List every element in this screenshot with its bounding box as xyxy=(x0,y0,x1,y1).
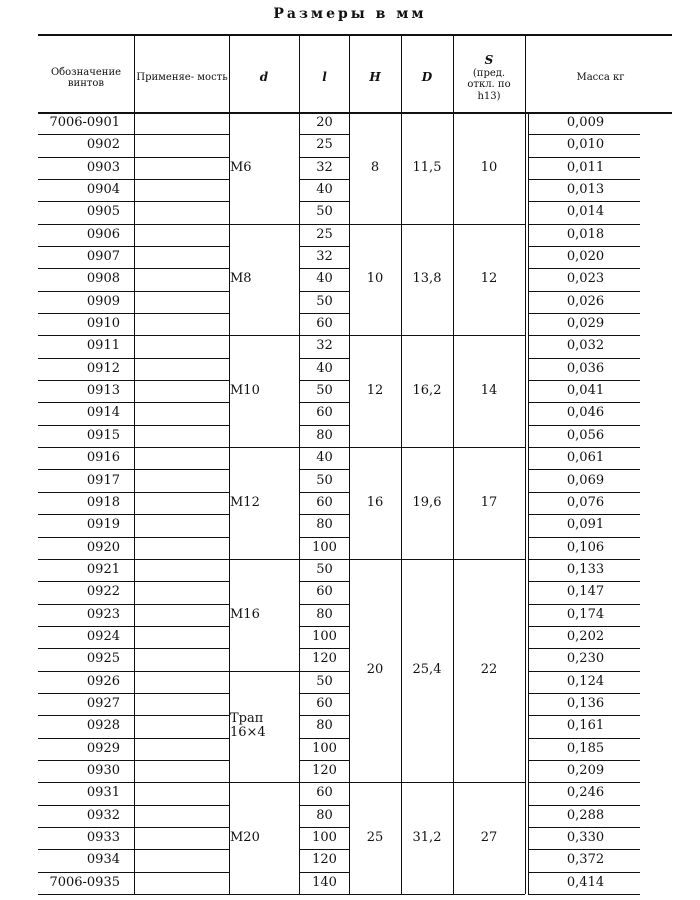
mass-cell: 0,106 xyxy=(566,539,605,555)
row-rule xyxy=(134,827,229,828)
height-H-cell: 12 xyxy=(366,383,384,399)
diameter-D-cell: 16,2 xyxy=(412,383,442,399)
row-rule xyxy=(134,492,229,493)
mass-cell: 0,202 xyxy=(566,628,605,644)
designation-cell: 0925 xyxy=(86,651,120,667)
row-rule xyxy=(134,581,229,582)
length-cell: 80 xyxy=(316,427,333,443)
length-cell: 50 xyxy=(316,293,333,309)
row-rule xyxy=(134,537,229,538)
row-rule xyxy=(134,626,229,627)
mass-cell: 0,133 xyxy=(566,561,605,577)
column-rule xyxy=(134,34,135,894)
diameter-D-cell: 11,5 xyxy=(412,159,442,175)
designation-cell: 0919 xyxy=(86,517,120,533)
height-H-cell: 8 xyxy=(370,159,380,175)
mass-cell: 0,288 xyxy=(566,807,605,823)
mass-cell: 0,020 xyxy=(566,249,605,265)
length-cell: 60 xyxy=(316,405,333,421)
designation-cell: 0923 xyxy=(86,606,120,622)
header-D: D xyxy=(421,70,433,85)
mass-cell: 0,230 xyxy=(566,651,605,667)
height-H-cell: 20 xyxy=(366,662,384,678)
header-designation: Обозначение винтов xyxy=(50,66,122,89)
height-H-cell: 25 xyxy=(366,829,384,845)
designation-cell: 0927 xyxy=(86,695,120,711)
length-cell: 80 xyxy=(316,807,333,823)
header-mass: Масса кг xyxy=(576,72,625,84)
header-l: l xyxy=(322,70,327,85)
designation-cell: 0924 xyxy=(86,628,120,644)
designation-cell: 0921 xyxy=(86,561,120,577)
designation-cell: 0911 xyxy=(86,338,120,354)
row-rule xyxy=(134,671,229,672)
designation-cell: 0909 xyxy=(86,293,120,309)
mass-cell: 0,372 xyxy=(566,852,605,868)
mass-cell: 0,147 xyxy=(566,584,605,600)
row-rule xyxy=(134,782,229,783)
row-rule xyxy=(134,134,229,135)
row-rule xyxy=(134,402,229,403)
length-cell: 100 xyxy=(312,539,337,555)
row-rule xyxy=(134,313,229,314)
length-cell: 32 xyxy=(316,249,333,265)
diameter-D-cell: 25,4 xyxy=(412,662,442,678)
thread-cell: М8 xyxy=(230,271,252,287)
mass-cell: 0,061 xyxy=(566,450,605,466)
mass-cell: 0,026 xyxy=(566,293,605,309)
row-rule xyxy=(134,201,229,202)
header-S-symbol: S xyxy=(484,52,494,67)
header-application: Применяе- мость xyxy=(136,72,228,84)
wrench-size-S-cell: 14 xyxy=(480,383,498,399)
mass-cell: 0,124 xyxy=(566,673,605,689)
length-cell: 40 xyxy=(316,182,333,198)
mass-cell: 0,091 xyxy=(566,517,605,533)
designation-cell: 0908 xyxy=(86,271,120,287)
length-cell: 40 xyxy=(316,360,333,376)
mass-cell: 0,414 xyxy=(566,874,605,890)
page-caption: Размеры в мм xyxy=(273,6,427,22)
designation-cell: 0930 xyxy=(86,762,120,778)
length-cell: 25 xyxy=(316,226,333,242)
length-cell: 120 xyxy=(312,852,337,868)
thread-cell: М6 xyxy=(230,159,252,175)
row-rule xyxy=(134,805,229,806)
row-rule xyxy=(134,738,229,739)
mass-cell: 0,076 xyxy=(566,494,605,510)
mass-cell: 0,023 xyxy=(566,271,605,287)
length-cell: 50 xyxy=(316,204,333,220)
row-rule xyxy=(528,894,640,895)
diameter-D-cell: 13,8 xyxy=(412,271,442,287)
designation-cell: 0913 xyxy=(86,383,120,399)
row-rule xyxy=(134,894,229,895)
header-S-tolerance: (пред. откл. по h13) xyxy=(467,67,511,102)
mass-cell: 0,011 xyxy=(566,159,605,175)
row-rule xyxy=(134,157,229,158)
length-cell: 80 xyxy=(316,517,333,533)
designation-cell: 0934 xyxy=(86,852,120,868)
row-rule xyxy=(134,246,229,247)
mass-cell: 0,014 xyxy=(566,204,605,220)
mass-cell: 0,032 xyxy=(566,338,605,354)
length-cell: 80 xyxy=(316,606,333,622)
designation-cell: 0931 xyxy=(86,785,120,801)
row-rule xyxy=(134,715,229,716)
wrench-size-S-cell: 10 xyxy=(480,159,498,175)
mass-cell: 0,246 xyxy=(566,785,605,801)
row-rule xyxy=(134,514,229,515)
designation-cell: 0932 xyxy=(86,807,120,823)
length-cell: 50 xyxy=(316,561,333,577)
row-rule xyxy=(349,894,525,895)
mass-cell: 0,013 xyxy=(566,182,605,198)
length-cell: 25 xyxy=(316,137,333,153)
mass-cell: 0,010 xyxy=(566,137,605,153)
length-cell: 50 xyxy=(316,673,333,689)
designation-cell: 0933 xyxy=(86,829,120,845)
row-rule xyxy=(134,693,229,694)
mass-cell: 0,136 xyxy=(566,695,605,711)
mass-cell: 0,029 xyxy=(566,316,605,332)
mass-cell: 0,069 xyxy=(566,472,605,488)
row-rule xyxy=(134,469,229,470)
header-S xyxy=(454,42,524,114)
length-cell: 100 xyxy=(312,740,337,756)
designation-cell: 7006-0935 xyxy=(49,874,120,890)
wrench-size-S-cell: 22 xyxy=(480,662,498,678)
length-cell: 100 xyxy=(312,628,337,644)
row-rule xyxy=(134,268,229,269)
row-rule xyxy=(134,335,229,336)
designation-cell: 0912 xyxy=(86,360,120,376)
row-rule xyxy=(134,380,229,381)
row-rule xyxy=(134,559,229,560)
wrench-size-S-cell: 27 xyxy=(480,829,498,845)
designation-cell: 0907 xyxy=(86,249,120,265)
row-rule xyxy=(299,894,349,895)
diameter-D-cell: 31,2 xyxy=(412,829,442,845)
row-rule xyxy=(134,849,229,850)
wrench-size-S-cell: 12 xyxy=(480,271,498,287)
designation-cell: 0904 xyxy=(86,182,120,198)
mass-cell: 0,185 xyxy=(566,740,605,756)
length-cell: 60 xyxy=(316,494,333,510)
diameter-D-cell: 19,6 xyxy=(412,494,442,510)
designation-cell: 0910 xyxy=(86,316,120,332)
designation-cell: 0922 xyxy=(86,584,120,600)
header-d: d xyxy=(259,70,269,85)
mass-cell: 0,174 xyxy=(566,606,605,622)
designation-cell: 0903 xyxy=(86,159,120,175)
length-cell: 100 xyxy=(312,829,337,845)
mass-cell: 0,161 xyxy=(566,718,605,734)
length-cell: 60 xyxy=(316,695,333,711)
designation-cell: 0905 xyxy=(86,204,120,220)
row-rule xyxy=(134,447,229,448)
row-rule xyxy=(38,894,134,895)
header-H: H xyxy=(369,70,381,85)
thread-cell: М12 xyxy=(230,494,260,510)
row-rule xyxy=(134,291,229,292)
length-cell: 32 xyxy=(316,159,333,175)
mass-cell: 0,056 xyxy=(566,427,605,443)
designation-cell: 0915 xyxy=(86,427,120,443)
designation-cell: 7006-0901 xyxy=(49,115,120,131)
thread-cell: М20 xyxy=(230,829,260,845)
height-H-cell: 10 xyxy=(366,271,384,287)
mass-cell: 0,046 xyxy=(566,405,605,421)
length-cell: 80 xyxy=(316,718,333,734)
length-cell: 50 xyxy=(316,383,333,399)
designation-cell: 0914 xyxy=(86,405,120,421)
length-cell: 40 xyxy=(316,271,333,287)
thread-cell: М10 xyxy=(230,383,260,399)
designation-cell: 0918 xyxy=(86,494,120,510)
designation-cell: 0906 xyxy=(86,226,120,242)
row-rule xyxy=(229,894,299,895)
designation-cell: 0902 xyxy=(86,137,120,153)
length-cell: 50 xyxy=(316,472,333,488)
designation-cell: 0929 xyxy=(86,740,120,756)
row-rule xyxy=(134,648,229,649)
row-rule xyxy=(134,425,229,426)
designation-cell: 0928 xyxy=(86,718,120,734)
mass-cell: 0,209 xyxy=(566,762,605,778)
designation-cell: 0917 xyxy=(86,472,120,488)
mass-cell: 0,041 xyxy=(566,383,605,399)
height-H-cell: 16 xyxy=(366,494,384,510)
mass-cell: 0,009 xyxy=(566,115,605,131)
row-rule xyxy=(134,224,229,225)
mass-cell: 0,036 xyxy=(566,360,605,376)
thread-cell: М16 xyxy=(230,606,260,622)
designation-cell: 0920 xyxy=(86,539,120,555)
thread-cell: Трап 16×4 xyxy=(230,711,266,741)
length-cell: 60 xyxy=(316,316,333,332)
row-rule xyxy=(134,760,229,761)
mass-cell: 0,018 xyxy=(566,226,605,242)
length-cell: 60 xyxy=(316,785,333,801)
row-rule xyxy=(134,179,229,180)
length-cell: 140 xyxy=(312,874,337,890)
length-cell: 120 xyxy=(312,762,337,778)
length-cell: 20 xyxy=(316,115,333,131)
length-cell: 32 xyxy=(316,338,333,354)
mass-cell: 0,330 xyxy=(566,829,605,845)
length-cell: 60 xyxy=(316,584,333,600)
wrench-size-S-cell: 17 xyxy=(480,494,498,510)
row-rule xyxy=(134,872,229,873)
length-cell: 120 xyxy=(312,651,337,667)
row-rule xyxy=(134,358,229,359)
length-cell: 40 xyxy=(316,450,333,466)
designation-cell: 0926 xyxy=(86,673,120,689)
row-rule xyxy=(134,604,229,605)
designation-cell: 0916 xyxy=(86,450,120,466)
column-rule xyxy=(525,34,526,894)
